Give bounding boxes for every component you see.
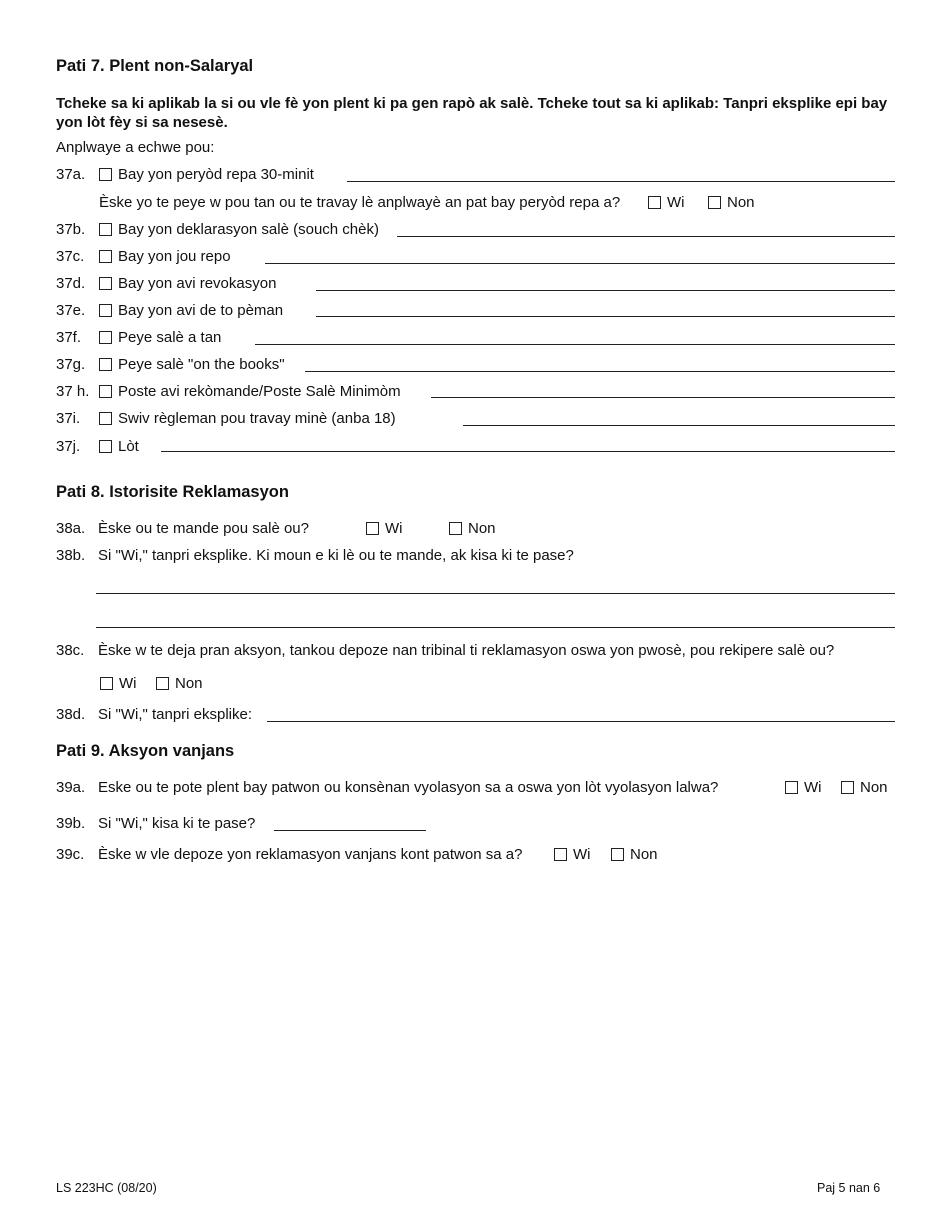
no-label: Non	[630, 846, 658, 863]
part7-intro: Anplwaye a echwe pou:	[56, 139, 215, 156]
item-number: 37e.	[56, 302, 86, 319]
item-label: Peye salè "on the books"	[118, 356, 285, 373]
question-text: Si "Wi," kisa ki te pase?	[98, 815, 256, 832]
question-39a	[0, 779, 950, 799]
item-37h	[0, 383, 950, 403]
question-text: Si "Wi," tanpri eksplike:	[98, 706, 253, 723]
checkbox-37h[interactable]	[99, 385, 112, 398]
explain-line-37i[interactable]	[463, 425, 895, 426]
38a-yes-checkbox[interactable]	[366, 522, 379, 535]
checkbox-37g[interactable]	[99, 358, 112, 371]
question-38a	[0, 520, 950, 540]
meal-yes-checkbox[interactable]	[648, 196, 661, 209]
question-38c	[0, 642, 950, 662]
checkbox-37j[interactable]	[99, 440, 112, 453]
explain-line-37f[interactable]	[255, 344, 895, 345]
part7-title: Pati 7. Plent non-Salaryal	[56, 57, 254, 75]
part9-title: Pati 9. Aksyon vanjans	[56, 742, 235, 760]
explain-line-37a[interactable]	[347, 181, 895, 182]
question-text: Èske ou te mande pou salè ou?	[98, 520, 309, 537]
question-number: 38a.	[56, 520, 86, 537]
yes-label: Wi	[573, 846, 591, 863]
question-text: Si "Wi," tanpri eksplike. Ki moun e ki lè ou te mande, ak kisa ki te pase?	[98, 547, 574, 564]
item-label: Bay yon avi revokasyon	[118, 275, 277, 292]
item-label: Lòt	[118, 438, 139, 455]
item-label: Bay yon peryòd repa 30-minit	[118, 166, 314, 183]
item-37a	[0, 166, 950, 186]
no-label: Non	[727, 194, 755, 211]
checkbox-37b[interactable]	[99, 223, 112, 236]
item-label: Poste avi rekòmande/Poste Salè Minimòm	[118, 383, 401, 400]
item-label: Bay yon deklarasyon salè (souch chèk)	[118, 221, 379, 238]
38b-answer-line-2[interactable]	[96, 627, 895, 628]
explain-line-37h[interactable]	[431, 397, 895, 398]
item-37j	[0, 438, 950, 458]
item-37f	[0, 329, 950, 349]
item-37i	[0, 410, 950, 430]
item-37g	[0, 356, 950, 376]
38d-answer-line[interactable]	[267, 721, 895, 722]
question-number: 39c.	[56, 846, 85, 863]
yes-label: Wi	[804, 779, 822, 796]
checkbox-37i[interactable]	[99, 412, 112, 425]
explain-line-37j[interactable]	[161, 451, 895, 452]
item-label: Bay yon avi de to pèman	[118, 302, 284, 319]
checkbox-37d[interactable]	[99, 277, 112, 290]
meal-question-row	[0, 194, 950, 214]
item-number: 37f.	[56, 329, 82, 346]
question-number: 39a.	[56, 779, 86, 796]
item-label: Bay yon jou repo	[118, 248, 231, 265]
39b-answer-line[interactable]	[274, 830, 426, 831]
explain-line-37g[interactable]	[305, 371, 895, 372]
39c-yes-checkbox[interactable]	[554, 848, 567, 861]
item-number: 37c.	[56, 248, 85, 265]
no-label: Non	[468, 520, 496, 537]
explain-line-37b[interactable]	[397, 236, 895, 237]
yes-label: Wi	[385, 520, 403, 537]
explain-line-37c[interactable]	[265, 263, 895, 264]
item-37e	[0, 302, 950, 322]
meal-no-checkbox[interactable]	[708, 196, 721, 209]
question-39c	[0, 846, 950, 866]
question-text: Èske w te deja pran aksyon, tankou depoze nan tribinal ti reklamasyon oswa yon pwosè, pou rekipere salè ou?	[98, 642, 835, 659]
item-number: 37i.	[56, 410, 81, 427]
item-label: Peye salè a tan	[118, 329, 222, 346]
page-number: Paj 5 nan 6	[817, 1181, 881, 1195]
item-37d	[0, 275, 950, 295]
39a-yes-checkbox[interactable]	[785, 781, 798, 794]
question-39b	[0, 815, 950, 835]
item-number: 37g.	[56, 356, 86, 373]
38c-options	[0, 675, 950, 695]
item-37b	[0, 221, 950, 241]
question-38b	[0, 547, 950, 567]
question-text: Eske ou te pote plent bay patwon ou konsènan vyolasyon sa a oswa yon lòt vyolasyon lalwa?	[98, 779, 719, 796]
question-text: Èske w vle depoze yon reklamasyon vanjans kont patwon sa a?	[98, 846, 523, 863]
explain-line-37e[interactable]	[316, 316, 895, 317]
part8-title: Pati 8. Istorisite Reklamasyon	[56, 483, 289, 501]
part7-instructions: Tcheke sa ki aplikab la si ou vle fè yon plent ki pa gen rapò ak salè. Tcheke tout sa ki aplikab: Tanpri eksplike epi bay yon lòt fèy si sa nesesè.	[56, 95, 888, 131]
item-number: 37b.	[56, 221, 86, 238]
yes-label: Wi	[667, 194, 685, 211]
question-number: 38b.	[56, 547, 86, 564]
question-number: 38c.	[56, 642, 85, 659]
yes-label: Wi	[119, 675, 137, 692]
checkbox-37a[interactable]	[99, 168, 112, 181]
explain-line-37d[interactable]	[316, 290, 895, 291]
item-number: 37j.	[56, 438, 81, 455]
checkbox-37e[interactable]	[99, 304, 112, 317]
item-37c	[0, 248, 950, 268]
question-number: 39b.	[56, 815, 86, 832]
question-38d	[0, 706, 950, 726]
form-id: LS 223HC (08/20)	[56, 1181, 157, 1195]
item-number: 37a.	[56, 166, 86, 183]
checkbox-37c[interactable]	[99, 250, 112, 263]
38b-answer-line-1[interactable]	[96, 593, 895, 594]
no-label: Non	[860, 779, 888, 796]
38a-no-checkbox[interactable]	[449, 522, 462, 535]
item-label: Swiv règleman pou travay minè (anba 18)	[118, 410, 396, 427]
39a-no-checkbox[interactable]	[841, 781, 854, 794]
39c-no-checkbox[interactable]	[611, 848, 624, 861]
question-number: 38d.	[56, 706, 86, 723]
checkbox-37f[interactable]	[99, 331, 112, 344]
no-label: Non	[175, 675, 203, 692]
meal-question: Èske yo te peye w pou tan ou te travay lè anplwayè an pat bay peryòd repa a?	[99, 194, 621, 211]
38c-yes-checkbox[interactable]	[100, 677, 113, 690]
item-number: 37d.	[56, 275, 86, 292]
38c-no-checkbox[interactable]	[156, 677, 169, 690]
item-number: 37 h.	[56, 383, 90, 400]
